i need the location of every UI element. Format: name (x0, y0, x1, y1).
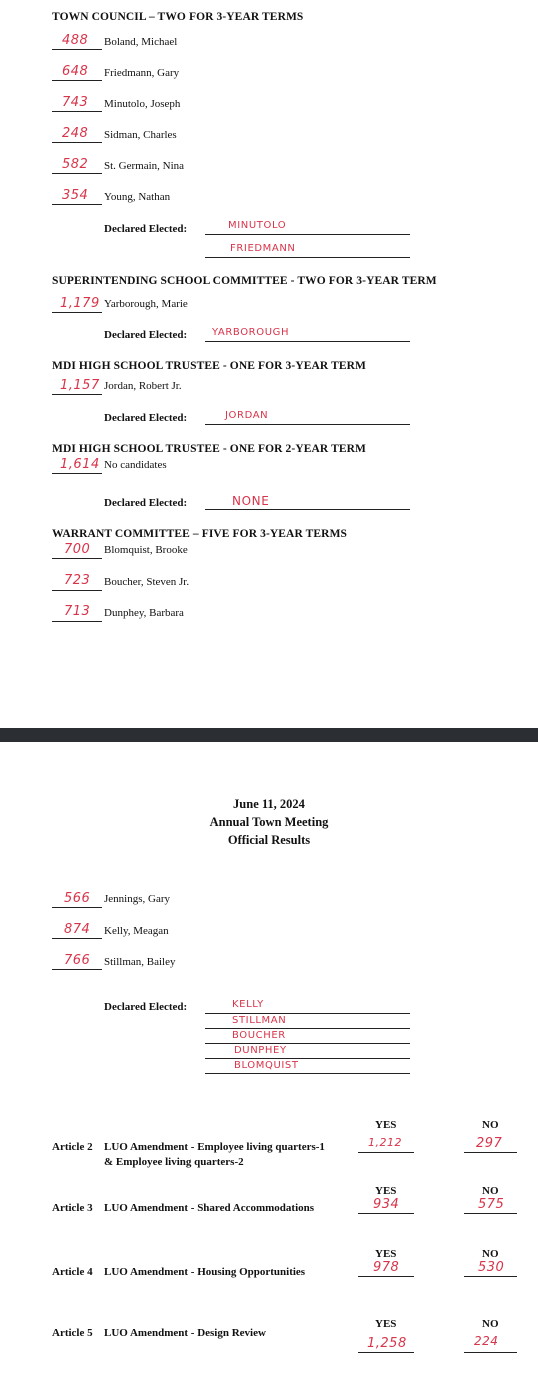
declared-name: KELLY (232, 999, 264, 1010)
school-committee-heading: SUPERINTENDING SCHOOL COMMITTEE - TWO FOR 3-YEAR TERM (52, 275, 437, 287)
yes-label: YES (375, 1119, 397, 1131)
no-votes: 224 (474, 1334, 499, 1348)
yes-votes: 934 (373, 1197, 400, 1212)
results-page-2 (0, 742, 538, 1373)
yes-label: YES (375, 1185, 397, 1197)
vote-count: 766 (64, 953, 91, 968)
candidate-name: Boland, Michael (104, 36, 178, 48)
yes-votes: 1,212 (368, 1136, 402, 1149)
article-number: Article 4 (52, 1266, 93, 1278)
article-title: LUO Amendment - Shared Accommodations (104, 1202, 315, 1214)
declared-elected-label: Declared Elected: (104, 1001, 188, 1013)
vote-count: 566 (64, 891, 91, 906)
declared-elected-label: Declared Elected: (104, 497, 188, 509)
no-votes: 297 (476, 1136, 503, 1151)
vote-count: 713 (64, 604, 91, 619)
article-title: LUO Amendment - Design Review (104, 1327, 266, 1339)
vote-count: 874 (64, 922, 91, 937)
no-votes: 575 (478, 1197, 505, 1212)
mdi-3yr-heading: MDI HIGH SCHOOL TRUSTEE - ONE FOR 3-YEAR TERM (52, 360, 366, 372)
declared-name: NONE (232, 494, 270, 508)
article-title-line2: & Employee living quarters-2 (104, 1156, 244, 1168)
candidate-name: Sidman, Charles (104, 129, 177, 141)
vote-count: 700 (64, 542, 91, 557)
article-number: Article 5 (52, 1327, 93, 1339)
candidate-name: Boucher, Steven Jr. (104, 576, 190, 588)
candidate-name: Minutolo, Joseph (104, 98, 181, 110)
no-label: NO (482, 1318, 499, 1330)
vote-count: 723 (64, 573, 91, 588)
vote-count: 1,179 (60, 296, 100, 311)
declared-elected-label: Declared Elected: (104, 412, 188, 424)
candidate-name: Dunphey, Barbara (104, 607, 184, 619)
candidate-name: Kelly, Meagan (104, 925, 169, 937)
document-subtitle: Official Results (227, 833, 311, 847)
declared-name: DUNPHEY (234, 1045, 287, 1056)
document-date: June 11, 2024 (233, 797, 305, 811)
candidate-name: Jennings, Gary (104, 893, 170, 905)
declared-name: STILLMAN (232, 1015, 287, 1026)
declared-elected-label: Declared Elected: (104, 223, 188, 235)
candidate-name: St. Germain, Nina (104, 160, 185, 172)
vote-count: 248 (62, 126, 89, 141)
candidate-name: Yarborough, Marie (104, 298, 188, 310)
declared-name: FRIEDMANN (230, 243, 296, 254)
declared-name: MINUTOLO (228, 220, 287, 231)
candidate-name: Jordan, Robert Jr. (104, 380, 182, 392)
no-votes: 530 (478, 1260, 505, 1275)
yes-votes: 1,258 (367, 1336, 407, 1351)
no-label: NO (482, 1119, 499, 1131)
town-council-heading: TOWN COUNCIL – TWO FOR 3-YEAR TERMS (52, 11, 304, 23)
candidate-name: Young, Nathan (104, 191, 171, 203)
declared-name: YARBOROUGH (212, 327, 290, 338)
article-number: Article 2 (52, 1141, 93, 1153)
declared-name: BLOMQUIST (234, 1060, 299, 1071)
yes-label: YES (375, 1318, 397, 1330)
yes-votes: 978 (373, 1260, 400, 1275)
candidate-name: Blomquist, Brooke (104, 544, 188, 556)
page-divider (0, 728, 538, 742)
vote-count: 1,614 (60, 457, 100, 472)
declared-name: JORDAN (225, 410, 269, 421)
candidate-name: No candidates (104, 459, 167, 471)
vote-count: 743 (62, 95, 89, 110)
article-title: LUO Amendment - Housing Opportunities (104, 1266, 306, 1278)
vote-count: 488 (62, 33, 89, 48)
candidate-name: Friedmann, Gary (104, 67, 180, 79)
vote-count: 582 (62, 157, 89, 172)
document-title: Annual Town Meeting (209, 815, 329, 829)
vote-count: 648 (62, 64, 89, 79)
vote-count: 1,157 (60, 378, 100, 393)
candidate-name: Stillman, Bailey (104, 956, 176, 968)
no-label: NO (482, 1248, 499, 1260)
yes-label: YES (375, 1248, 397, 1260)
article-title: LUO Amendment - Employee living quarters-1 (104, 1141, 325, 1153)
mdi-2yr-heading: MDI HIGH SCHOOL TRUSTEE - ONE FOR 2-YEAR TERM (52, 443, 366, 455)
warrant-committee-heading: WARRANT COMMITTEE – FIVE FOR 3-YEAR TERMS (52, 528, 348, 540)
declared-name: BOUCHER (232, 1030, 286, 1041)
declared-elected-label: Declared Elected: (104, 329, 188, 341)
vote-count: 354 (62, 188, 89, 203)
no-label: NO (482, 1185, 499, 1197)
article-number: Article 3 (52, 1202, 93, 1214)
